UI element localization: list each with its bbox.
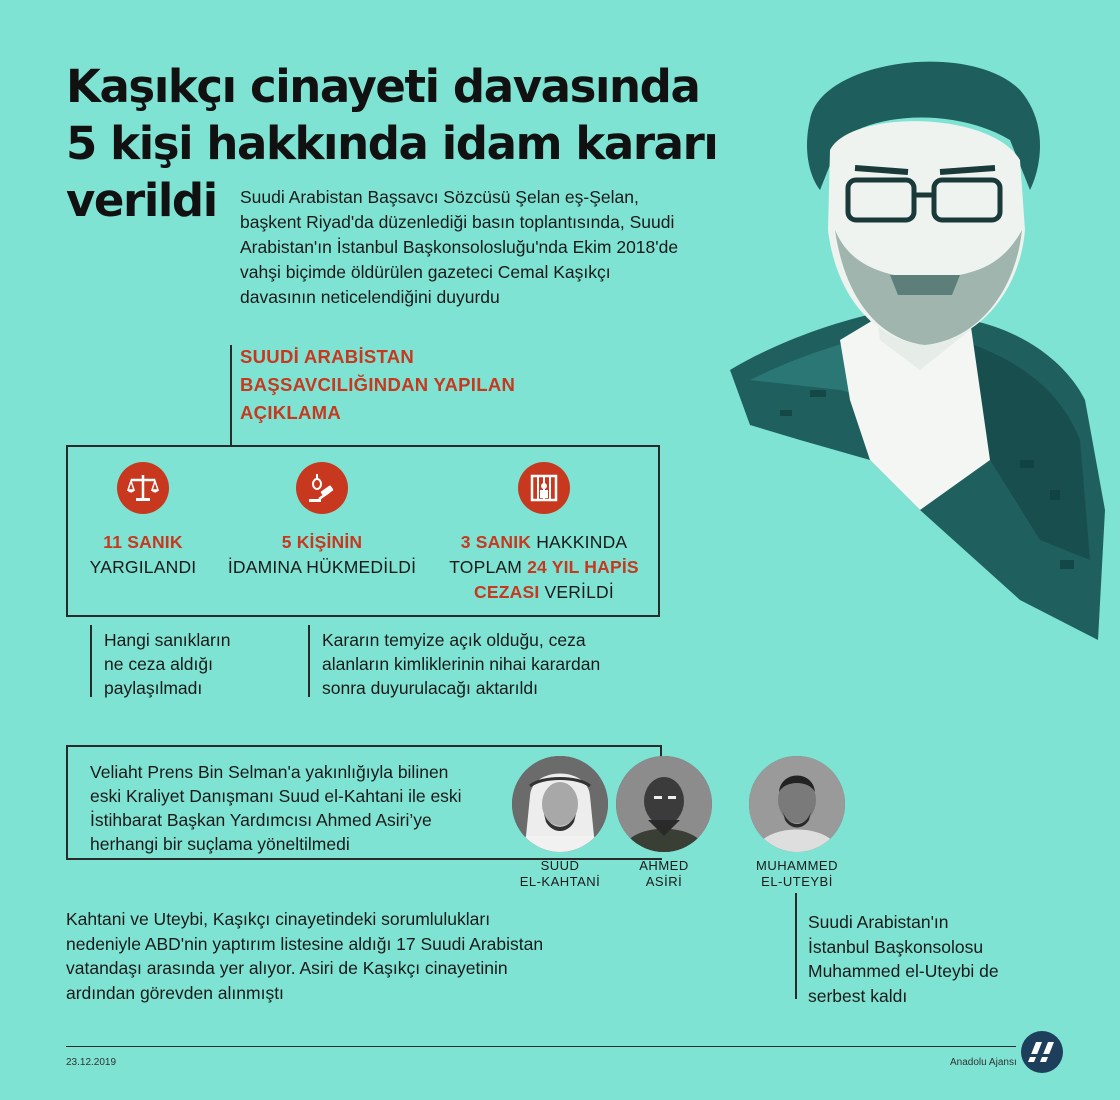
footer-agency: Anadolu Ajansı	[950, 1057, 1017, 1068]
stat-hapis: 3 SANIK HAKKINDA TOPLAM 24 YIL HAPİS CEZASI VERİLDİ	[430, 462, 658, 605]
note-left-line	[90, 625, 92, 697]
footer-date: 23.12.2019	[66, 1057, 117, 1068]
stat-idam: 5 KİŞİNİN İDAMINA HÜKMEDİLDİ	[222, 462, 422, 580]
section-heading: SUUDİ ARABİSTAN BAŞSAVCILIĞINDAN YAPILAN AÇIKLAMA	[240, 346, 516, 423]
side-note-line	[795, 893, 797, 999]
prison-icon	[518, 462, 570, 514]
bottom-paragraph: Kahtani ve Uteybi, Kaşıkçı cinayetindeki sorumlulukları nedeniyle ABD'nin yaptırım listesine aldığı 17 Suudi Arabistan vatandaşı arasında yer alıyor. Asiri de Kaşıkçı cinayetinin ardından görevden alınmıştı	[66, 909, 544, 1003]
avatar-muhammed-el-uteybi	[749, 756, 845, 852]
intro-paragraph: Suudi Arabistan Başsavcı Sözcüsü Şelan eş-Şelan, başkent Riyad'da düzenlediği basın toplantısında, Suudi Arabistan'ın İstanbul Başkonsolosluğu'nda Ekim 2018'de vahşi biçimde öldürülen gazeteci Cemal Kaşıkçı davasının neticelendiğini duyurdu	[240, 187, 679, 307]
scales-icon	[117, 462, 169, 514]
aa-logo-icon	[1020, 1030, 1064, 1074]
note-right-line	[308, 625, 310, 697]
connector-line	[230, 345, 232, 446]
people-box-text: Veliaht Prens Bin Selman'a yakınlığıyla bilinen eski Kraliyet Danışmanı Suud el-Kahtani ile eski İstihbarat Başkan Yardımcısı Ahmed Asiri’ye herhangi bir suçlama yöneltilmedi	[90, 762, 462, 854]
note-right: Kararın temyize açık olduğu, ceza alanların kimliklerinin nihai karardan sonra duyurulacağı aktarıldı	[322, 630, 601, 698]
stat-sanik: 11 SANIK YARGILANDI	[68, 462, 218, 580]
label-suud-el-kahtani: SUUD EL-KAHTANİ	[519, 858, 601, 889]
label-ahmed-asiri: AHMED ASİRİ	[639, 858, 689, 889]
portrait-illustration	[720, 40, 1110, 650]
side-note: Suudi Arabistan'ın İstanbul Başkonsolosu Muhammed el-Uteybi de serbest kaldı	[808, 912, 999, 1006]
label-muhammed-el-uteybi: MUHAMMED EL-UTEYBİ	[756, 858, 838, 889]
page-title: Kaşıkçı cinayeti davasında 5 kişi hakkında idam kararı verildi	[66, 60, 718, 227]
avatar-suud-el-kahtani	[512, 756, 608, 852]
gavel-noose-icon	[296, 462, 348, 514]
footer-divider	[66, 1046, 1016, 1047]
avatar-ahmed-asiri	[616, 756, 712, 852]
note-left: Hangi sanıkların ne ceza aldığı paylaşılmadı	[104, 630, 231, 698]
